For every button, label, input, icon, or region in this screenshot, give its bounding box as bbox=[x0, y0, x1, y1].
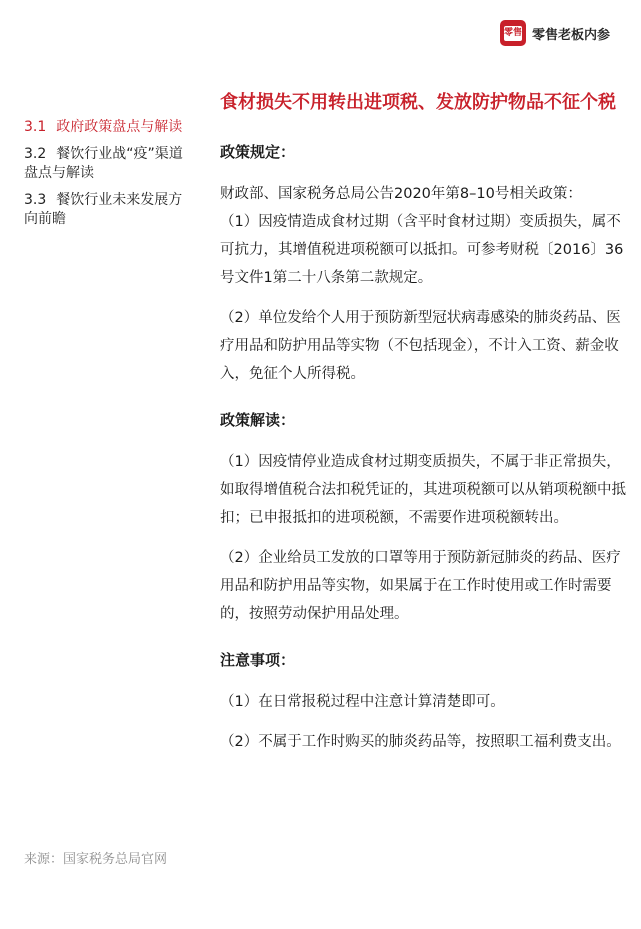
brand-logo-text: 零售 bbox=[504, 26, 522, 41]
policy-heading: 政策规定： bbox=[220, 143, 296, 161]
notes-item-2: （2）不属于工作时购买的肺炎药品等，按照职工福利费支出。 bbox=[220, 734, 621, 750]
interpret-item-1: （1）因疫情停业造成食材过期变质损失，不属于非正常损失，如取得增值税合法扣税凭证的，其进项税额可以从销项税额中抵扣；已申报抵扣的进项税额，不需要作进项税额转出。 bbox=[220, 454, 626, 526]
toc-item-number: 3.2 bbox=[24, 146, 47, 162]
toc-item-label: 政府政策盘点与解读 bbox=[56, 119, 183, 135]
interpret-item-2: （2）企业给员工发放的口罩等用于预防新冠肺炎的药品、医疗用品和防护用品等实物，如果属于在工作时使用或工作时需要的，按照劳动保护用品处理。 bbox=[220, 550, 621, 622]
toc-item-3-3[interactable] bbox=[24, 191, 196, 229]
notes-item-1: （1）在日常报税过程中注意计算清楚即可。 bbox=[220, 694, 505, 710]
brand-logo-icon bbox=[500, 20, 526, 46]
interpret-heading: 政策解读： bbox=[220, 411, 296, 429]
sidebar-toc bbox=[24, 118, 196, 237]
policy-intro: 财政部、国家税务总局公告2020年第8–10号相关政策： bbox=[220, 186, 582, 202]
policy-item-2: （2）单位发给个人用于预防新型冠状病毒感染的肺炎药品、医疗用品和防护用品等实物（不包括现金），不计入工资、薪金收入，免征个人所得税。 bbox=[220, 310, 621, 382]
toc-item-label: 餐饮行业未来发展方向前瞻 bbox=[24, 192, 183, 227]
toc-item-3-2[interactable] bbox=[24, 145, 196, 183]
notes-heading: 注意事项： bbox=[220, 651, 296, 669]
source-note: 来源：国家税务总局官网 bbox=[24, 852, 168, 867]
toc-item-label: 餐饮行业战“疫”渠道盘点与解读 bbox=[24, 146, 183, 181]
brand-header bbox=[500, 18, 632, 48]
toc-item-number: 3.3 bbox=[24, 192, 47, 208]
policy-item-1: （1）因疫情造成食材过期（含平时食材过期）变质损失，属不可抗力，其增值税进项税额可以抵扣。可参考财税〔2016〕36号文件1第二十八条第二款规定。 bbox=[220, 214, 624, 286]
main-content bbox=[220, 86, 630, 768]
brand-name: 零售老板内参 bbox=[532, 27, 611, 43]
toc-item-number: 3.1 bbox=[24, 119, 47, 135]
page-title: 食材损失不用转出进项税、发放防护物品不征个税 bbox=[220, 92, 616, 113]
toc-item-3-1[interactable] bbox=[24, 118, 196, 137]
